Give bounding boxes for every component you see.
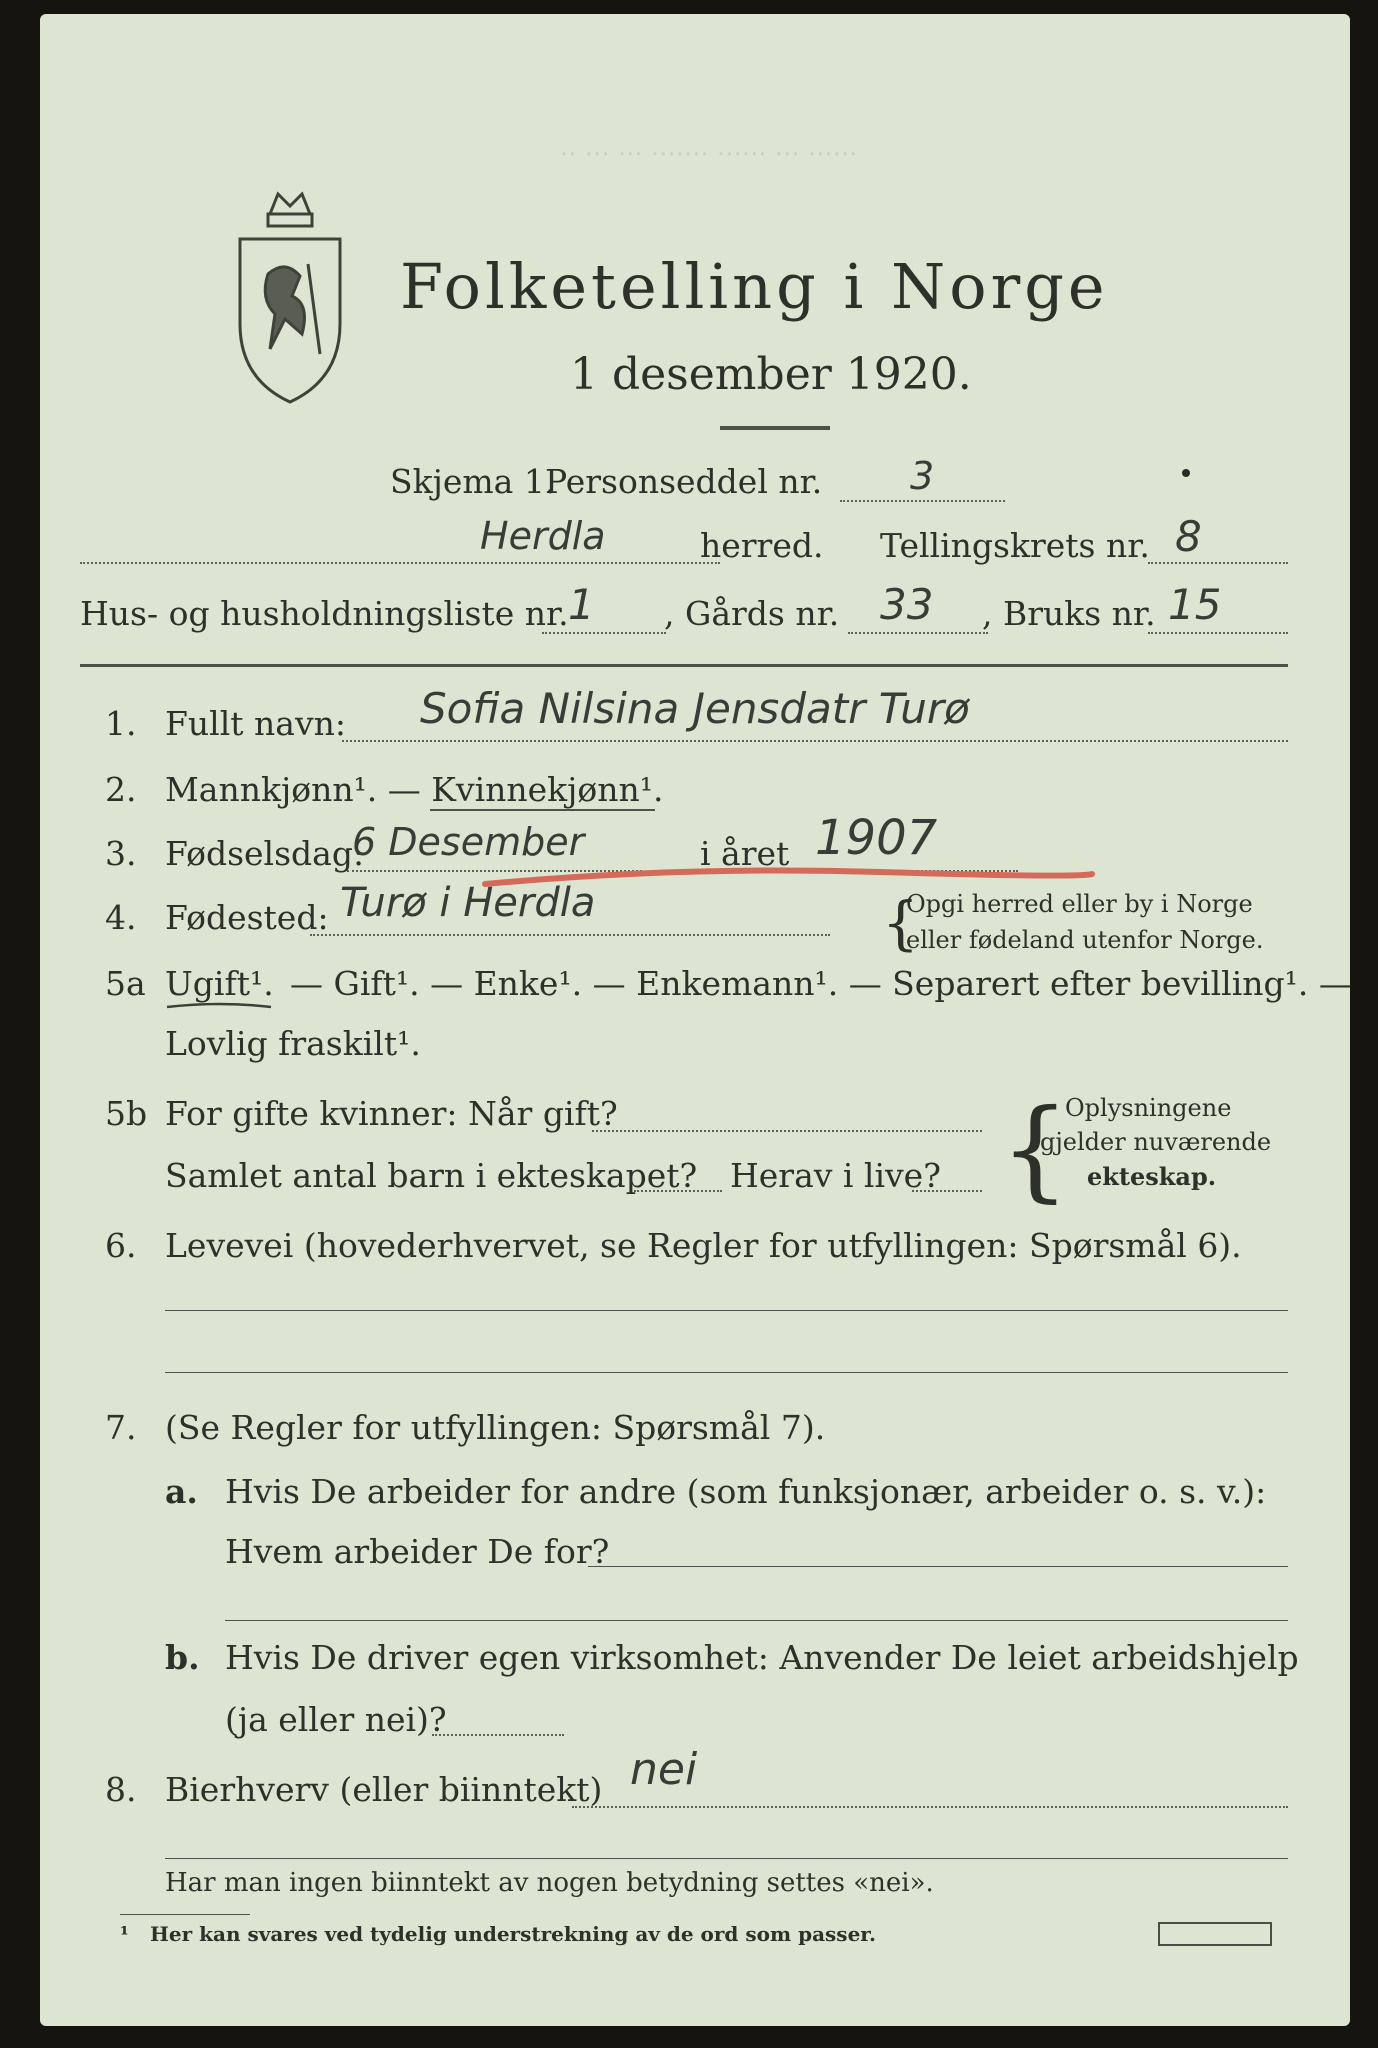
coat-of-arms-icon xyxy=(230,184,350,409)
q3-label: Fødselsdag: xyxy=(165,834,365,873)
q5a-ugift: Ugift¹. xyxy=(165,964,274,1003)
q8-label: Bierhverv (eller biinntekt) xyxy=(165,1770,603,1809)
form-date: 1 desember 1920. xyxy=(570,349,972,400)
q8-answer-line xyxy=(165,1858,1288,1859)
q5a-text2: Lovlig fraskilt¹. xyxy=(165,1024,421,1063)
q5b-married-line xyxy=(592,1130,982,1132)
printer-stamp xyxy=(1158,1922,1272,1946)
q7-number: 7. xyxy=(105,1408,137,1447)
q7a-answer-line2 xyxy=(225,1620,1288,1621)
q2-text: Mannkjønn¹. — Kvinnekjønn¹. xyxy=(165,770,664,809)
liste-value: 1 xyxy=(568,580,595,629)
census-form xyxy=(40,14,1350,2026)
q5a-underline-stroke xyxy=(165,999,275,1013)
personseddel-line xyxy=(840,500,1005,502)
q7b-answer-line xyxy=(432,1734,564,1736)
q3-year-label: i året xyxy=(700,834,790,873)
q7-text: (Se Regler for utfyllingen: Spørsmål 7). xyxy=(165,1408,826,1447)
q1-number: 1. xyxy=(105,704,137,743)
q8-number: 8. xyxy=(105,1770,137,1809)
q1-label: Fullt navn: xyxy=(165,704,346,743)
liste-label: Hus- og husholdningsliste nr. xyxy=(80,594,569,633)
q5b-note-line2: gjelder nuværende xyxy=(1040,1128,1272,1156)
q5b-label2: Samlet antal barn i ekteskapet? xyxy=(165,1156,698,1195)
q7a-text: Hvis De arbeider for andre (som funksjonær, arbeider o. s. v.): xyxy=(225,1472,1267,1511)
q3-year-value: 1907 xyxy=(815,810,938,866)
form-title: Folketelling i Norge xyxy=(400,250,1109,323)
q4-note-line2: eller fødeland utenfor Norge. xyxy=(906,926,1264,954)
footnote-rule xyxy=(120,1914,250,1915)
q6-answer-line2 xyxy=(165,1372,1288,1373)
q7a-answer-line1 xyxy=(588,1566,1288,1567)
gards-line xyxy=(848,632,988,634)
q2-number: 2. xyxy=(105,770,137,809)
herred-line xyxy=(80,562,720,564)
q7b-text: Hvis De driver egen virksomhet: Anvender De leiet arbeidshjelp xyxy=(225,1638,1299,1677)
q5b-alive-line xyxy=(912,1190,982,1192)
q5b-brace: { xyxy=(1000,1085,1070,1213)
tellingskrets-value: 8 xyxy=(1175,512,1202,561)
personseddel-label: Personseddel nr. xyxy=(545,462,823,501)
q8-value: nei xyxy=(630,1744,698,1795)
q5a-text: — Gift¹. — Enke¹. — Enkemann¹. — Separert efter bevilling¹. — xyxy=(290,964,1352,1003)
skjema-label: Skjema 1. xyxy=(390,462,556,501)
q6-answer-line1 xyxy=(165,1310,1288,1311)
tellingskrets-line xyxy=(1148,562,1288,564)
ink-dot xyxy=(1182,469,1190,477)
q4-number: 4. xyxy=(105,898,137,937)
q4-value: Turø i Herdla xyxy=(340,880,596,926)
q5a-number: 5a xyxy=(105,964,146,1003)
tellingskrets-label: Tellingskrets nr. xyxy=(880,526,1150,565)
q4-brace: { xyxy=(882,889,919,957)
q3-value: 6 Desember xyxy=(352,820,585,864)
footnote-mark: ¹ xyxy=(120,1922,129,1946)
footer-note: Har man ingen biinntekt av nogen betydning settes «nei». xyxy=(165,1868,934,1898)
q7a-letter: a. xyxy=(165,1472,198,1511)
herred-value: Herdla xyxy=(480,514,606,558)
q4-line xyxy=(310,934,830,936)
herred-label: herred. xyxy=(700,526,824,565)
footnote-text: Her kan svares ved tydelig understrekning av de ord som passer. xyxy=(150,1922,876,1946)
q5b-children-line xyxy=(634,1190,722,1192)
bruks-line xyxy=(1148,632,1288,634)
bruks-label: , Bruks nr. xyxy=(982,594,1156,633)
q3-number: 3. xyxy=(105,834,137,873)
q7b-text2: (ja eller nei)? xyxy=(225,1700,447,1739)
q6-text: Levevei (hovederhvervet, se Regler for utfyllingen: Spørsmål 6). xyxy=(165,1226,1242,1265)
q5b-note-line1: Oplysningene xyxy=(1065,1094,1232,1122)
q1-value: Sofia Nilsina Jensdatr Turø xyxy=(420,684,970,733)
header-rule xyxy=(80,664,1288,667)
q7b-letter: b. xyxy=(165,1638,200,1677)
bruks-value: 15 xyxy=(1168,580,1222,629)
q5b-note-line3: ekteskap. xyxy=(1087,1162,1217,1191)
q2-underline xyxy=(430,809,655,811)
q5b-number: 5b xyxy=(105,1094,148,1133)
q8-line xyxy=(572,1806,1288,1808)
gards-value: 33 xyxy=(880,580,934,629)
title-divider xyxy=(720,426,830,430)
gards-label: , Gårds nr. xyxy=(664,594,840,633)
q1-line xyxy=(342,740,1288,742)
personseddel-value: 3 xyxy=(910,454,935,498)
q4-label: Fødested: xyxy=(165,898,329,937)
liste-line xyxy=(542,632,666,634)
q5b-label3: Herav i live? xyxy=(730,1156,941,1195)
q5b-label: For gifte kvinner: Når gift? xyxy=(165,1094,618,1133)
q4-note-line1: Opgi herred eller by i Norge xyxy=(906,890,1253,918)
q6-number: 6. xyxy=(105,1226,137,1265)
q7a-text2: Hvem arbeider De for? xyxy=(225,1532,610,1571)
bleed-through-text: ·· ··· ··· ······· ······ ··· ······ xyxy=(560,140,858,170)
